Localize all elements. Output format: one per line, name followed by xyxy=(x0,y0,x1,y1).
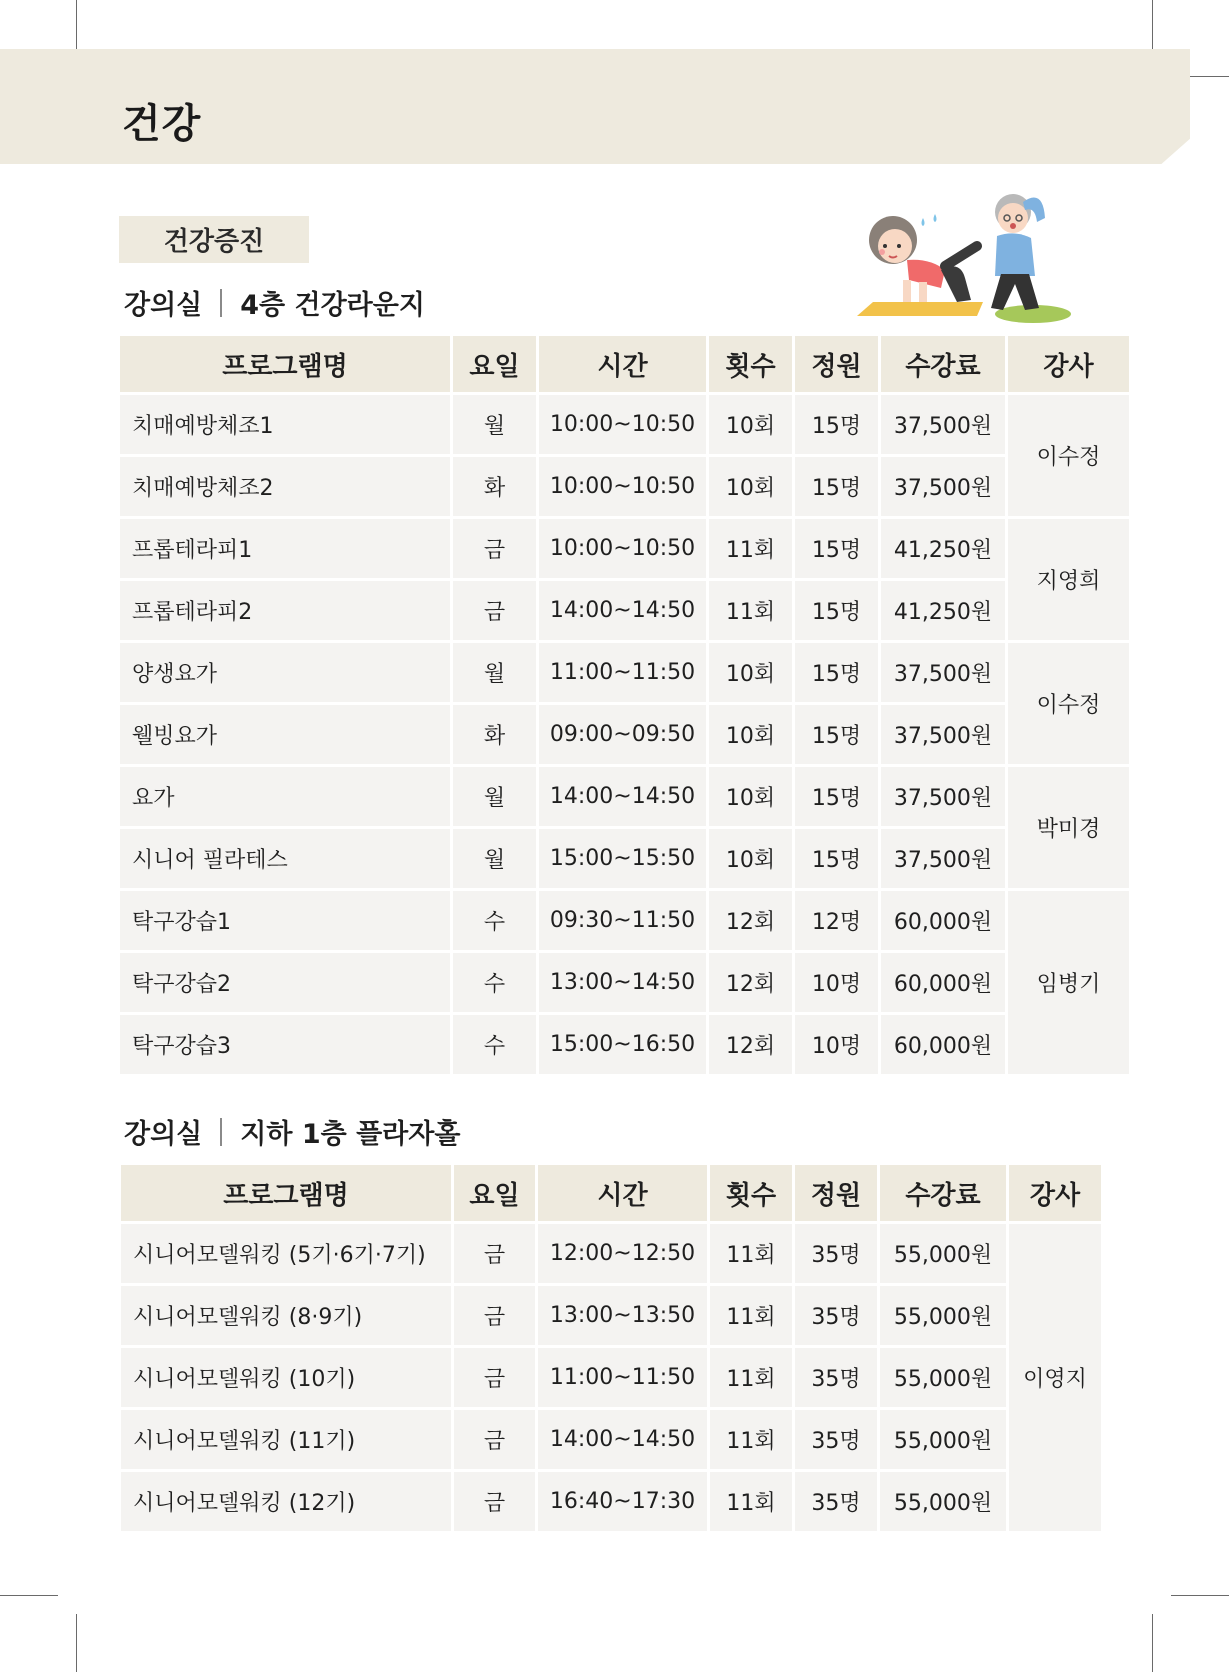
time-cell: 12:00~12:50 xyxy=(538,1224,707,1283)
program-name: 탁구강습2 xyxy=(120,953,450,1012)
table-row xyxy=(120,953,1129,1012)
fee-cell: 37,500원 xyxy=(881,395,1005,454)
table-row xyxy=(121,1410,1101,1469)
program-name: 양생요가 xyxy=(120,643,450,702)
program-name: 프롭테라피2 xyxy=(120,581,450,640)
count-cell: 12회 xyxy=(709,891,792,950)
room-label: 강의실 xyxy=(124,1119,203,1150)
time-cell: 16:40~17:30 xyxy=(538,1472,707,1531)
count-cell: 11회 xyxy=(710,1410,792,1469)
fee-cell: 55,000원 xyxy=(880,1286,1006,1345)
count-cell: 10회 xyxy=(709,395,792,454)
column-header: 프로그램명 xyxy=(121,1165,451,1221)
count-cell: 10회 xyxy=(709,767,792,826)
section-badge: 건강증진 xyxy=(119,216,309,263)
program-name: 요가 xyxy=(120,767,450,826)
table-row xyxy=(120,457,1129,516)
schedule-table-1 xyxy=(117,333,1132,1077)
program-name: 시니어 필라테스 xyxy=(120,829,450,888)
table-row xyxy=(120,581,1129,640)
day-cell: 수 xyxy=(453,953,536,1012)
count-cell: 11회 xyxy=(710,1348,792,1407)
table-row xyxy=(120,891,1129,950)
column-header: 정원 xyxy=(795,336,878,392)
day-cell: 금 xyxy=(453,581,536,640)
program-name: 시니어모델워킹 (12기) xyxy=(121,1472,451,1531)
crop-mark xyxy=(0,1595,58,1596)
time-cell: 10:00~10:50 xyxy=(539,519,706,578)
column-header: 시간 xyxy=(538,1165,707,1221)
program-name: 치매예방체조1 xyxy=(120,395,450,454)
count-cell: 11회 xyxy=(709,519,792,578)
program-name: 시니어모델워킹 (11기) xyxy=(121,1410,451,1469)
time-cell: 14:00~14:50 xyxy=(539,581,706,640)
capacity-cell: 15명 xyxy=(795,829,878,888)
room-info-2 xyxy=(124,1112,460,1151)
crop-mark xyxy=(1171,1595,1229,1596)
time-cell: 09:30~11:50 xyxy=(539,891,706,950)
day-cell: 월 xyxy=(453,395,536,454)
day-cell: 화 xyxy=(453,457,536,516)
day-cell: 금 xyxy=(454,1410,535,1469)
capacity-cell: 15명 xyxy=(795,457,878,516)
fee-cell: 55,000원 xyxy=(880,1224,1006,1283)
count-cell: 12회 xyxy=(709,953,792,1012)
program-name: 시니어모델워킹 (8·9기) xyxy=(121,1286,451,1345)
count-cell: 10회 xyxy=(709,829,792,888)
day-cell: 수 xyxy=(453,1015,536,1074)
table-row xyxy=(121,1224,1101,1283)
room-location: 지하 1층 플라자홀 xyxy=(240,1119,461,1150)
capacity-cell: 35명 xyxy=(795,1224,877,1283)
time-cell: 10:00~10:50 xyxy=(539,457,706,516)
table-row xyxy=(120,829,1129,888)
program-name: 프롭테라피1 xyxy=(120,519,450,578)
capacity-cell: 15명 xyxy=(795,767,878,826)
time-cell: 09:00~09:50 xyxy=(539,705,706,764)
capacity-cell: 15명 xyxy=(795,643,878,702)
column-header: 시간 xyxy=(539,336,706,392)
table-header-row xyxy=(121,1165,1101,1221)
count-cell: 12회 xyxy=(709,1015,792,1074)
capacity-cell: 35명 xyxy=(795,1472,877,1531)
count-cell: 11회 xyxy=(710,1224,792,1283)
table-row xyxy=(121,1348,1101,1407)
count-cell: 10회 xyxy=(709,457,792,516)
time-cell: 15:00~15:50 xyxy=(539,829,706,888)
time-cell: 14:00~14:50 xyxy=(538,1410,707,1469)
column-header: 횟수 xyxy=(710,1165,792,1221)
fee-cell: 37,500원 xyxy=(881,457,1005,516)
instructor-cell: 이영지 xyxy=(1009,1224,1101,1531)
column-header: 요일 xyxy=(453,336,536,392)
count-cell: 11회 xyxy=(710,1472,792,1531)
room-location: 4층 건강라운지 xyxy=(240,290,425,321)
program-name: 시니어모델워킹 (10기) xyxy=(121,1348,451,1407)
fee-cell: 37,500원 xyxy=(881,643,1005,702)
capacity-cell: 35명 xyxy=(795,1410,877,1469)
instructor-cell: 박미경 xyxy=(1008,767,1129,888)
page-title: 건강 xyxy=(122,101,202,147)
fee-cell: 60,000원 xyxy=(881,891,1005,950)
day-cell: 화 xyxy=(453,705,536,764)
count-cell: 11회 xyxy=(710,1286,792,1345)
divider xyxy=(220,1118,222,1146)
column-header: 강사 xyxy=(1008,336,1129,392)
fee-cell: 41,250원 xyxy=(881,519,1005,578)
day-cell: 월 xyxy=(453,767,536,826)
table-row xyxy=(120,519,1129,578)
exercise-illustration xyxy=(845,188,1075,323)
day-cell: 금 xyxy=(454,1472,535,1531)
time-cell: 10:00~10:50 xyxy=(539,395,706,454)
capacity-cell: 35명 xyxy=(795,1286,877,1345)
day-cell: 월 xyxy=(453,643,536,702)
room-label: 강의실 xyxy=(124,290,203,321)
fee-cell: 55,000원 xyxy=(880,1472,1006,1531)
table-header-row xyxy=(120,336,1129,392)
time-cell: 13:00~13:50 xyxy=(538,1286,707,1345)
column-header: 정원 xyxy=(795,1165,877,1221)
instructor-cell: 이수정 xyxy=(1008,395,1129,516)
instructor-cell: 임병기 xyxy=(1008,891,1129,1074)
program-name: 탁구강습3 xyxy=(120,1015,450,1074)
count-cell: 11회 xyxy=(709,581,792,640)
fee-cell: 37,500원 xyxy=(881,829,1005,888)
day-cell: 수 xyxy=(453,891,536,950)
instructor-cell: 지영희 xyxy=(1008,519,1129,640)
column-header: 수강료 xyxy=(880,1165,1006,1221)
time-cell: 11:00~11:50 xyxy=(538,1348,707,1407)
column-header: 강사 xyxy=(1009,1165,1101,1221)
divider xyxy=(220,289,222,317)
table-row xyxy=(120,767,1129,826)
time-cell: 11:00~11:50 xyxy=(539,643,706,702)
fee-cell: 37,500원 xyxy=(881,705,1005,764)
column-header: 요일 xyxy=(454,1165,535,1221)
table-row xyxy=(121,1472,1101,1531)
capacity-cell: 10명 xyxy=(795,953,878,1012)
fee-cell: 60,000원 xyxy=(881,953,1005,1012)
capacity-cell: 35명 xyxy=(795,1348,877,1407)
column-header: 수강료 xyxy=(881,336,1005,392)
program-name: 시니어모델워킹 (5기·6기·7기) xyxy=(121,1224,451,1283)
table-row xyxy=(121,1286,1101,1345)
program-name: 웰빙요가 xyxy=(120,705,450,764)
room-info-1 xyxy=(124,283,425,322)
fee-cell: 55,000원 xyxy=(880,1348,1006,1407)
program-name: 치매예방체조2 xyxy=(120,457,450,516)
time-cell: 13:00~14:50 xyxy=(539,953,706,1012)
day-cell: 금 xyxy=(453,519,536,578)
schedule-table-2 xyxy=(118,1162,1104,1534)
table-row xyxy=(120,705,1129,764)
day-cell: 월 xyxy=(453,829,536,888)
fee-cell: 55,000원 xyxy=(880,1410,1006,1469)
program-name: 탁구강습1 xyxy=(120,891,450,950)
capacity-cell: 15명 xyxy=(795,581,878,640)
table-row xyxy=(120,395,1129,454)
capacity-cell: 12명 xyxy=(795,891,878,950)
fee-cell: 41,250원 xyxy=(881,581,1005,640)
capacity-cell: 15명 xyxy=(795,395,878,454)
count-cell: 10회 xyxy=(709,705,792,764)
table-row xyxy=(120,643,1129,702)
time-cell: 15:00~16:50 xyxy=(539,1015,706,1074)
capacity-cell: 10명 xyxy=(795,1015,878,1074)
crop-mark xyxy=(76,1614,77,1672)
time-cell: 14:00~14:50 xyxy=(539,767,706,826)
column-header: 프로그램명 xyxy=(120,336,450,392)
instructor-cell: 이수정 xyxy=(1008,643,1129,764)
fee-cell: 37,500원 xyxy=(881,767,1005,826)
day-cell: 금 xyxy=(454,1348,535,1407)
table-row xyxy=(120,1015,1129,1074)
crop-mark xyxy=(1152,1614,1153,1672)
capacity-cell: 15명 xyxy=(795,519,878,578)
day-cell: 금 xyxy=(454,1224,535,1283)
fee-cell: 60,000원 xyxy=(881,1015,1005,1074)
count-cell: 10회 xyxy=(709,643,792,702)
day-cell: 금 xyxy=(454,1286,535,1345)
capacity-cell: 15명 xyxy=(795,705,878,764)
column-header: 횟수 xyxy=(709,336,792,392)
